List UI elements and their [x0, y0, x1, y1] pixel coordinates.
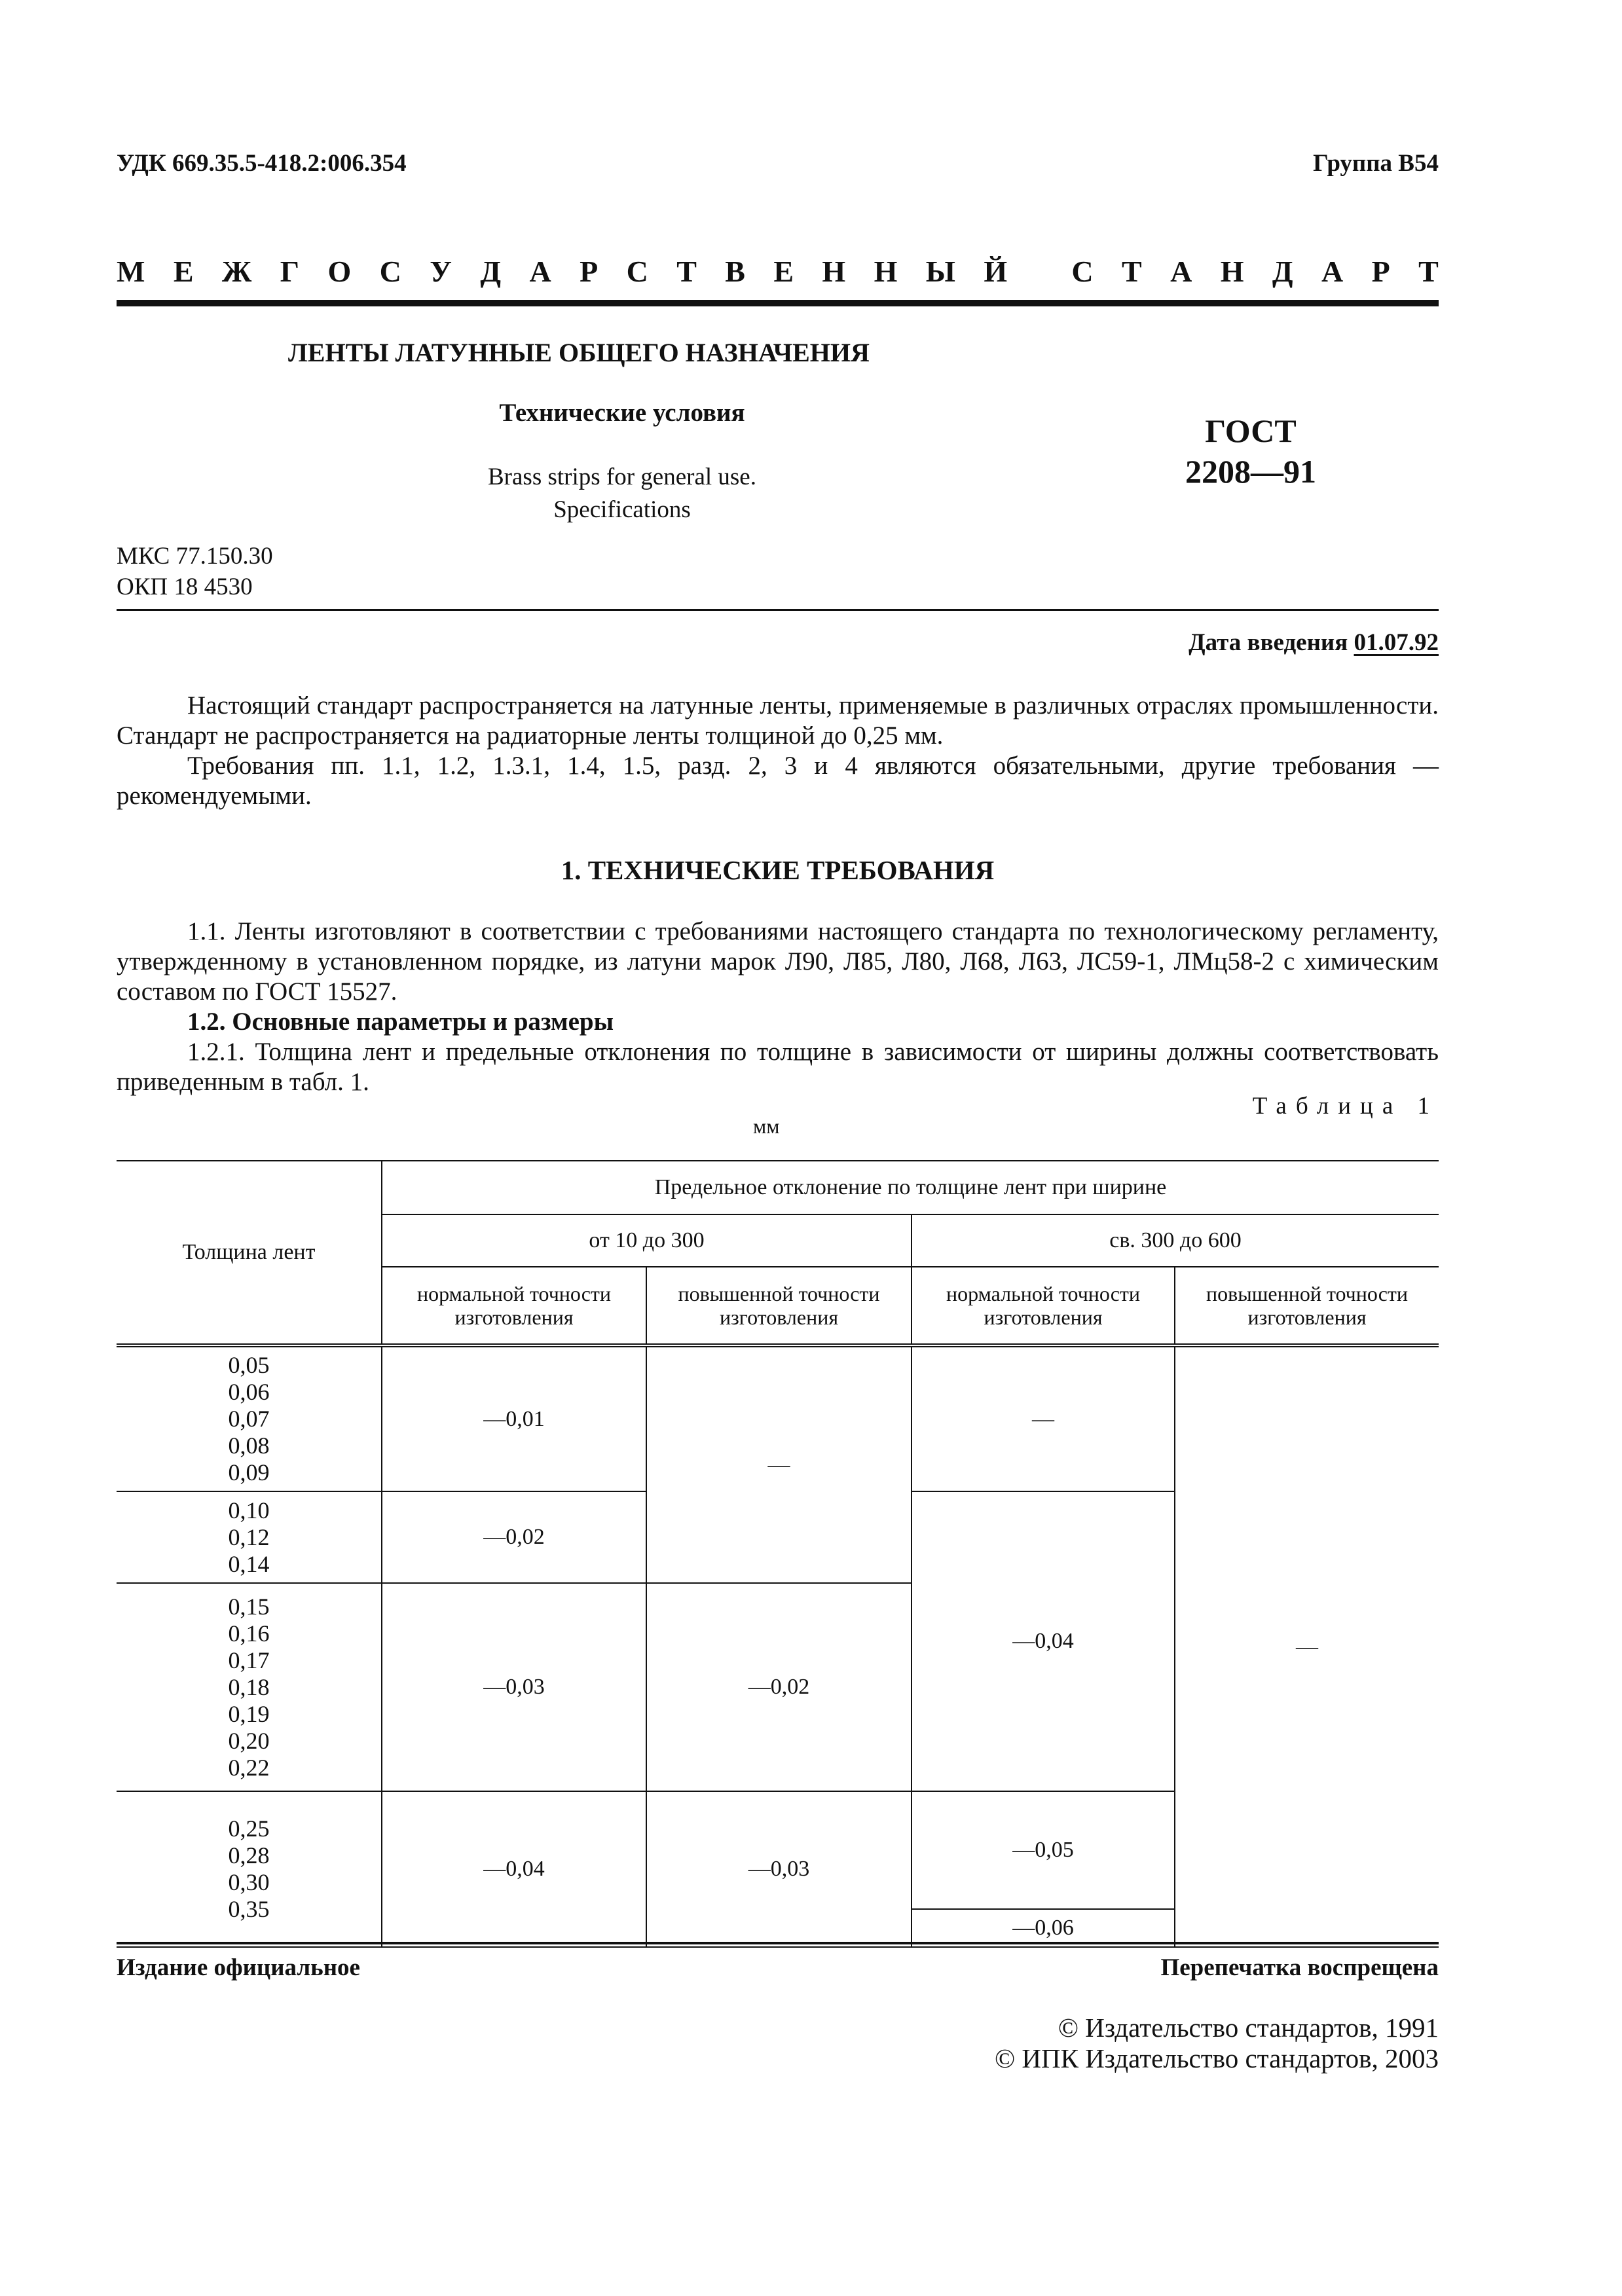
interstate-letter: Ж — [221, 255, 252, 288]
header-high-accuracy-2: повышенной точности изготовления — [1175, 1267, 1439, 1345]
table-cell-normal-2-groups-2-3: —0,04 — [912, 1491, 1175, 1791]
paragraph-1-2-text: 1.2. Основные параметры и размеры — [187, 1008, 614, 1036]
interstate-letter — [1036, 254, 1044, 289]
table-cell-high-1-groups-1-2: — — [646, 1345, 912, 1583]
english-title — [354, 461, 891, 526]
interstate-letter: Ы — [925, 255, 955, 288]
interstate-letter: А — [1170, 255, 1192, 288]
table-cell-normal-1-group-2: —0,02 — [382, 1491, 646, 1583]
paragraph-1-2-1 — [117, 1037, 1439, 1097]
copyright-block — [995, 2013, 1439, 2074]
table-cell-normal-1-group-1: —0,01 — [382, 1345, 646, 1491]
table-cell-normal-1-group-3: —0,03 — [382, 1583, 646, 1791]
official-edition: Издание официальное — [117, 1954, 360, 1981]
interstate-letter: М — [117, 255, 145, 288]
table-cell-thickness-group-1: 0,05 0,06 0,07 0,08 0,09 — [117, 1345, 382, 1491]
document-subtitle: Технические условия — [499, 399, 745, 427]
paragraph-1-2-1-text: 1.2.1. Толщина лент и предельные отклонения по толщине в зависимости от ширины должны соответствовать приведенным в табл. 1. — [117, 1038, 1439, 1096]
interstate-letter: Н — [822, 255, 846, 288]
interstate-letter: С — [379, 255, 401, 288]
table-cell-normal-2-group-4b: —0,06 — [912, 1909, 1175, 1947]
table-caption: Таблица 1 — [1252, 1093, 1439, 1120]
interstate-letter: В — [725, 255, 745, 288]
header-high-accuracy-1: повышенной точности изготовления — [646, 1267, 912, 1345]
effective-date — [1189, 629, 1439, 657]
interstate-letter: Д — [1272, 255, 1293, 288]
interstate-letter: О — [327, 255, 352, 288]
header-deviation: Предельное отклонение по толщине лент при ширине — [382, 1161, 1439, 1214]
paragraph-scope — [117, 691, 1439, 751]
effective-date-label: Дата введения — [1189, 629, 1354, 656]
table-cell-thickness-group-3: 0,15 0,16 0,17 0,18 0,19 0,20 0,22 — [117, 1583, 382, 1791]
header-normal-accuracy-2: нормальной точности изготовления — [912, 1267, 1175, 1345]
table-unit: мм — [753, 1114, 780, 1138]
table-cell-high-1-group-3: —0,02 — [646, 1583, 912, 1791]
interstate-letter: Н — [1220, 255, 1244, 288]
english-title-line-1: Brass strips for general use. — [488, 464, 756, 490]
interstate-letter: Р — [580, 255, 599, 288]
interstate-letter: Т — [1122, 255, 1142, 288]
interstate-letter: Т — [676, 255, 697, 288]
interstate-letter: С — [626, 255, 648, 288]
table-cell-normal-2-group-1: — — [912, 1345, 1175, 1491]
interstate-letter: Д — [480, 255, 502, 288]
gost-label: ГОСТ — [1205, 412, 1297, 449]
paragraph-1-1-text: 1.1. Ленты изготовляют в соответствии с требованиями настоящего стандарта по технологическому регламенту, утвержденному в установленном порядке, из латуни марок Л90, Л85, Л80, Л68, Л63, ЛС59-1, ЛМц58-2 с химическим составом по ГОСТ 15527. — [117, 917, 1439, 1006]
header-divider — [117, 300, 1439, 306]
header-range-2: св. 300 до 600 — [912, 1214, 1439, 1267]
interstate-letter: А — [1321, 255, 1344, 288]
table-cell-thickness-group-2: 0,10 0,12 0,14 — [117, 1491, 382, 1583]
table-cell-normal-2-group-4a: —0,05 — [912, 1791, 1175, 1909]
header-thickness: Толщина лент — [117, 1161, 382, 1345]
interstate-letter: Т — [1418, 255, 1439, 288]
paragraph-requirements-text: Требования пп. 1.1, 1.2, 1.3.1, 1.4, 1.5, разд. 2, 3 и 4 являются обязательными, другие требования — рекомендуемыми. — [117, 752, 1439, 810]
interstate-letter: У — [430, 255, 452, 288]
gost-code: 2208—91 — [1185, 453, 1316, 490]
copyright-line-1: © Издательство стандартов, 1991 — [1058, 2013, 1439, 2043]
interstate-standard-heading — [117, 254, 1439, 289]
paragraph-scope-text: Настоящий стандарт распространяется на латунные ленты, применяемые в различных отраслях промышленности. Стандарт не распространяется на радиаторные ленты толщиной до 0,25 мм. — [117, 691, 1439, 750]
document-title: ЛЕНТЫ ЛАТУННЫЕ ОБЩЕГО НАЗНАЧЕНИЯ — [288, 338, 870, 367]
title-divider — [117, 609, 1439, 611]
no-reprint-notice: Перепечатка воспрещена — [1160, 1954, 1439, 1981]
paragraph-requirements — [117, 751, 1439, 811]
paragraph-1-2 — [117, 1007, 1439, 1037]
interstate-letter: Й — [984, 255, 1008, 288]
effective-date-value: 01.07.92 — [1354, 629, 1439, 656]
gost-number — [1133, 410, 1369, 492]
table-cell-high-1-group-4: —0,03 — [646, 1791, 912, 1947]
interstate-letter: Е — [773, 255, 794, 288]
english-title-line-2: Specifications — [553, 496, 691, 523]
header-range-1: от 10 до 300 — [382, 1214, 912, 1267]
table-cell-thickness-group-4: 0,25 0,28 0,30 0,35 — [117, 1791, 382, 1947]
interstate-letter: Е — [173, 255, 194, 288]
interstate-letter: А — [529, 255, 551, 288]
paragraph-1-1 — [117, 917, 1439, 1007]
thickness-deviation-table — [117, 1160, 1439, 1948]
footer-divider — [117, 1942, 1439, 1944]
classification-codes — [117, 541, 273, 602]
table-cell-high-2-all: — — [1175, 1345, 1439, 1947]
interstate-letter: Г — [280, 255, 300, 288]
interstate-letter: С — [1071, 255, 1094, 288]
header-normal-accuracy-1: нормальной точности изготовления — [382, 1267, 646, 1345]
section-heading: 1. ТЕХНИЧЕСКИЕ ТРЕБОВАНИЯ — [561, 855, 995, 885]
group-code: Группа В54 — [1313, 150, 1439, 177]
udk-code: УДК 669.35.5-418.2:006.354 — [117, 150, 407, 177]
table-cell-normal-1-group-4: —0,04 — [382, 1791, 646, 1947]
interstate-letter: Р — [1371, 255, 1390, 288]
okp-code: ОКП 18 4530 — [117, 574, 253, 600]
mks-code: МКС 77.150.30 — [117, 543, 273, 570]
interstate-letter: Н — [874, 255, 898, 288]
copyright-line-2: © ИПК Издательство стандартов, 2003 — [994, 2043, 1439, 2073]
